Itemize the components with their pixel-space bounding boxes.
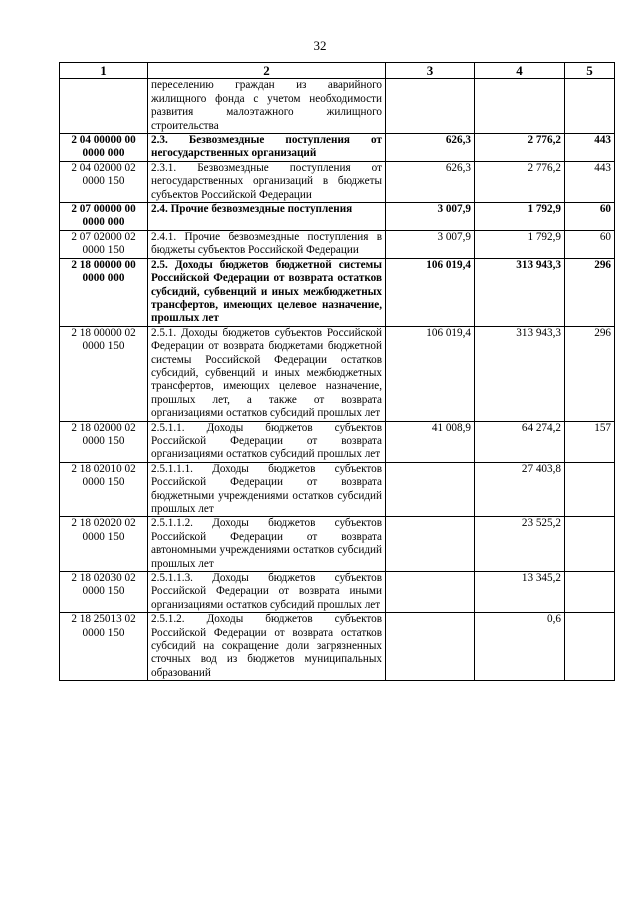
value-col-4-cell: 2 776,2 xyxy=(475,161,565,202)
value-col-3-cell: 3 007,9 xyxy=(386,203,475,231)
code-cell: 2 07 02000 02 0000 150 xyxy=(60,230,148,258)
table-row xyxy=(60,462,615,517)
value-col-3-cell: 626,3 xyxy=(386,134,475,162)
description-cell: 2.3. Безвозмездные поступления от негосударственных организаций xyxy=(148,134,386,162)
table-row xyxy=(60,79,615,134)
description-cell: 2.5.1.1. Доходы бюджетов субъектов Российской Федерации от возврата организациями остатков субсидий прошлых лет xyxy=(148,421,386,462)
value-col-4-cell: 23 525,2 xyxy=(475,517,565,572)
code-cell: 2 04 00000 00 0000 000 xyxy=(60,134,148,162)
table-row xyxy=(60,161,615,202)
code-cell: 2 18 00000 02 0000 150 xyxy=(60,326,148,421)
value-col-3-cell: 106 019,4 xyxy=(386,326,475,421)
table-row xyxy=(60,572,615,613)
table-row xyxy=(60,203,615,231)
value-col-3-cell: 3 007,9 xyxy=(386,230,475,258)
description-cell: 2.5.1.1.1. Доходы бюджетов субъектов Российской Федерации от возврата бюджетными учреждениями остатков субсидий прошлых лет xyxy=(148,462,386,517)
value-col-4-cell: 27 403,8 xyxy=(475,462,565,517)
table-row xyxy=(60,517,615,572)
value-col-5-cell xyxy=(565,517,615,572)
header-col-3: 3 xyxy=(386,63,475,79)
code-cell: 2 04 02000 02 0000 150 xyxy=(60,161,148,202)
header-col-4: 4 xyxy=(475,63,565,79)
code-cell: 2 18 25013 02 0000 150 xyxy=(60,613,148,681)
code-cell: 2 07 00000 00 0000 000 xyxy=(60,203,148,231)
value-col-4-cell: 1 792,9 xyxy=(475,203,565,231)
code-cell: 2 18 00000 00 0000 000 xyxy=(60,258,148,326)
description-cell: 2.4.1. Прочие безвозмездные поступления в бюджеты субъектов Российской Федерации xyxy=(148,230,386,258)
value-col-4-cell: 0,6 xyxy=(475,613,565,681)
code-cell xyxy=(60,79,148,134)
code-cell: 2 18 02010 02 0000 150 xyxy=(60,462,148,517)
value-col-3-cell xyxy=(386,79,475,134)
description-cell: 2.5.1.1.2. Доходы бюджетов субъектов Российской Федерации от возврата автономными учреждениями остатков субсидий прошлых лет xyxy=(148,517,386,572)
description-cell: переселению граждан из аварийного жилищного фонда с учетом необходимости развития малоэтажного жилищного строительства xyxy=(148,79,386,134)
page-number: 32 xyxy=(313,38,327,53)
table-header-row xyxy=(60,63,615,79)
value-col-5-cell: 443 xyxy=(565,134,615,162)
value-col-5-cell xyxy=(565,572,615,613)
description-cell: 2.5. Доходы бюджетов бюджетной системы Российской Федерации от возврата остатков субсидий, субвенций и иных межбюджетных трансфертов, имеющих целевое назначение, прошлых лет xyxy=(148,258,386,326)
value-col-5-cell xyxy=(565,79,615,134)
description-cell: 2.3.1. Безвозмездные поступления от негосударственных организаций в бюджеты субъектов Российской Федерации xyxy=(148,161,386,202)
table-row xyxy=(60,134,615,162)
code-cell: 2 18 02020 02 0000 150 xyxy=(60,517,148,572)
table-row xyxy=(60,613,615,681)
value-col-4-cell: 2 776,2 xyxy=(475,134,565,162)
header-col-1: 1 xyxy=(60,63,148,79)
value-col-3-cell xyxy=(386,517,475,572)
value-col-4-cell: 64 274,2 xyxy=(475,421,565,462)
table-row xyxy=(60,230,615,258)
value-col-3-cell xyxy=(386,572,475,613)
value-col-4-cell: 13 345,2 xyxy=(475,572,565,613)
header-col-2: 2 xyxy=(148,63,386,79)
value-col-5-cell: 60 xyxy=(565,230,615,258)
value-col-4-cell: 1 792,9 xyxy=(475,230,565,258)
header-col-5: 5 xyxy=(565,63,615,79)
value-col-4-cell: 313 943,3 xyxy=(475,258,565,326)
table-row xyxy=(60,258,615,326)
code-cell: 2 18 02030 02 0000 150 xyxy=(60,572,148,613)
value-col-5-cell xyxy=(565,462,615,517)
value-col-5-cell: 296 xyxy=(565,326,615,421)
value-col-3-cell xyxy=(386,462,475,517)
description-cell: 2.5.1. Доходы бюджетов субъектов Российской Федерации от возврата бюджетами бюджетной системы Российской Федерации остатков субсидий, субвенций и иных межбюджетных трансфертов, имеющих целевое назначение, прошлых лет, а также от возврата организациями остатков субсидий прошлых лет xyxy=(148,326,386,421)
table-row xyxy=(60,326,615,421)
value-col-5-cell: 60 xyxy=(565,203,615,231)
value-col-3-cell xyxy=(386,613,475,681)
description-cell: 2.5.1.2. Доходы бюджетов субъектов Российской Федерации от возврата остатков субсидий на сокращение доли загрязненных сточных вод из бюджетов муниципальных образований xyxy=(148,613,386,681)
table-row xyxy=(60,421,615,462)
description-cell: 2.5.1.1.3. Доходы бюджетов субъектов Российской Федерации от возврата иными организациями остатков субсидий прошлых лет xyxy=(148,572,386,613)
value-col-3-cell: 41 008,9 xyxy=(386,421,475,462)
value-col-3-cell: 106 019,4 xyxy=(386,258,475,326)
budget-table xyxy=(59,62,615,681)
value-col-4-cell xyxy=(475,79,565,134)
description-cell: 2.4. Прочие безвозмездные поступления xyxy=(148,203,386,231)
code-cell: 2 18 02000 02 0000 150 xyxy=(60,421,148,462)
value-col-5-cell xyxy=(565,613,615,681)
value-col-5-cell: 296 xyxy=(565,258,615,326)
value-col-5-cell: 157 xyxy=(565,421,615,462)
value-col-5-cell: 443 xyxy=(565,161,615,202)
value-col-3-cell: 626,3 xyxy=(386,161,475,202)
value-col-4-cell: 313 943,3 xyxy=(475,326,565,421)
